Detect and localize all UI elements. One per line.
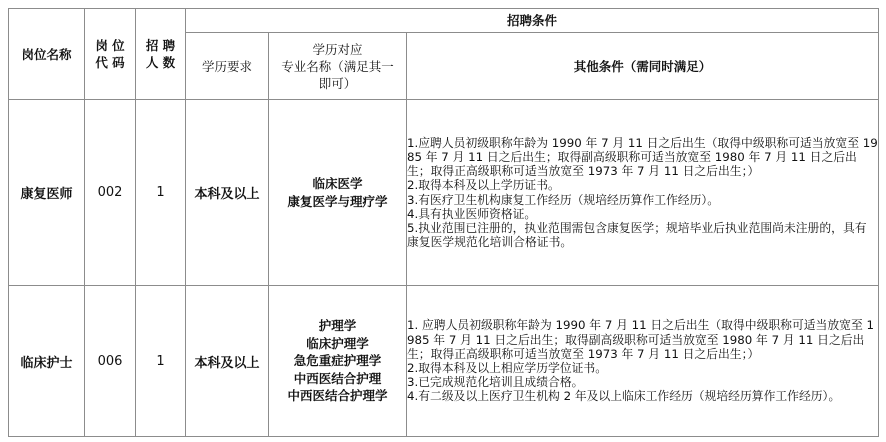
header-major-req-line3: 即可） xyxy=(318,75,357,91)
header-recruit-count-line2: 人 数 xyxy=(145,55,176,70)
condition-item: 1.应聘人员初级职称年龄为 1990 年 7 月 11 日之后出生（取得中级职称可适当放宽至 1985 年 7 月 11 日之后出生；取得副高级职称可适当放宽至 1980 年 7 月 11 日之后出生；取得正高级职称可适当放宽至 1973 年 7 月 11 日之后出生；） xyxy=(407,135,878,179)
header-position-code-line2: 代 码 xyxy=(95,55,125,70)
major-item: 临床护理学 xyxy=(306,335,369,351)
header-major-req-line1: 学历对应 xyxy=(312,41,363,57)
condition-item: 2.取得本科及以上学历证书。 xyxy=(407,178,560,193)
row-majors xyxy=(269,286,407,437)
table-row xyxy=(9,286,879,437)
condition-item: 4.具有执业医师资格证。 xyxy=(407,206,537,221)
major-item: 中西医结合护理学 xyxy=(287,388,388,404)
row-code: 002 xyxy=(85,100,136,286)
condition-item: 1. 应聘人员初级职称年龄为 1990 年 7 月 11 日之后出生（取得中级职称可适当放宽至 1985 年 7 月 11 日之后出生；取得副高级职称可适当放宽至 1980 年 7 月 11 日之后出生；取得正高级职称可适当放宽至 1973 年 7 月 11 日之后出生；） xyxy=(407,318,875,361)
row-position: 临床护士 xyxy=(9,286,85,437)
header-position-code xyxy=(85,9,136,100)
header-recruit-count xyxy=(136,9,186,100)
row-education: 本科及以上 xyxy=(186,286,269,437)
row-position: 康复医师 xyxy=(9,100,85,286)
header-other-conditions: 其他条件（需同时满足） xyxy=(407,33,879,100)
header-position-code-line1: 岗 位 xyxy=(95,38,125,53)
row-conditions xyxy=(407,286,879,437)
header-recruit-count-line1: 招 聘 xyxy=(145,38,176,53)
major-item: 康复医学与理疗学 xyxy=(287,193,388,209)
table-row xyxy=(9,100,879,286)
row-code: 006 xyxy=(85,286,136,437)
major-item: 临床医学 xyxy=(312,176,363,191)
condition-item: 3.已完成规范化培训且成绩合格。 xyxy=(407,375,584,390)
condition-item: 3.有医疗卫生机构康复工作经历（规培经历算作工作经历）。 xyxy=(407,192,720,207)
row-count: 1 xyxy=(136,100,186,286)
header-conditions-title: 招聘条件 xyxy=(186,9,879,33)
condition-item: 2.取得本科及以上相应学历学位证书。 xyxy=(407,361,608,375)
row-count: 1 xyxy=(136,286,186,437)
major-item: 护理学 xyxy=(318,318,357,334)
header-major-req-line2: 专业名称（满足其一 xyxy=(281,58,394,74)
condition-item: 5.执业范围已注册的，执业范围需包含康复医学；规培毕业后执业范围尚未注册的，具有康复医学规范化培训合格证书。 xyxy=(407,220,867,250)
major-item: 中西医结合护理 xyxy=(293,370,382,386)
major-item: 急危重症护理学 xyxy=(293,353,382,369)
header-education-req: 学历要求 xyxy=(186,33,269,100)
condition-item: 4.有二级及以上医疗卫生机构 2 年及以上临床工作经历（规培经历算作工作经历）。 xyxy=(407,389,841,404)
row-majors xyxy=(269,100,407,286)
header-major-req xyxy=(269,33,407,100)
row-conditions xyxy=(407,100,879,286)
row-education: 本科及以上 xyxy=(186,100,269,286)
recruitment-table xyxy=(8,8,879,437)
header-position-name: 岗位名称 xyxy=(9,9,85,100)
